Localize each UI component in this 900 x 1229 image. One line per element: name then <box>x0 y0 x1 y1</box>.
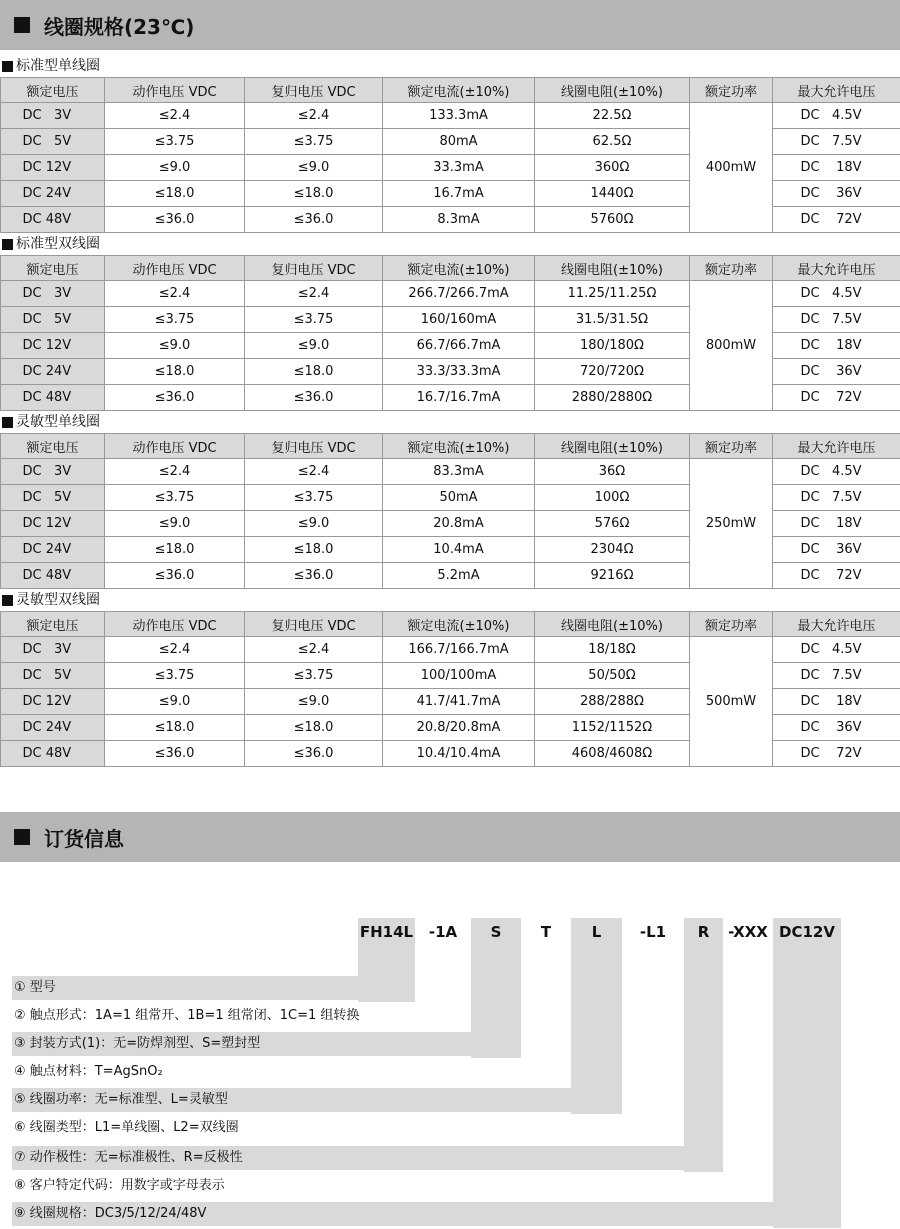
release-voltage: ≤18.0 <box>245 537 383 563</box>
rated-voltage: DC 3V <box>22 286 72 301</box>
release-voltage: ≤2.4 <box>245 281 383 307</box>
rated-voltage: DC 12V <box>22 160 72 175</box>
column-header: 复归电压 VDC <box>245 256 383 281</box>
max-voltage: DC 7.5V <box>800 490 862 505</box>
max-voltage-cell <box>773 307 900 333</box>
order-item-text: ⑥ 线圈类型：L1=单线圈、L2=双线圈 <box>14 1120 239 1135</box>
square-bullet-icon <box>14 829 30 845</box>
table-header-row <box>1 78 900 103</box>
column-header: 额定电流(±10%) <box>383 612 535 637</box>
rated-power: 500mW <box>690 637 773 767</box>
rated-power: 800mW <box>690 281 773 411</box>
coil-resistance: 5760Ω <box>535 207 690 233</box>
coil-resistance: 22.5Ω <box>535 103 690 129</box>
rated-voltage-cell <box>1 307 105 333</box>
rated-current: 80mA <box>383 129 535 155</box>
max-voltage-cell <box>773 181 900 207</box>
max-voltage-cell <box>773 537 900 563</box>
max-voltage-cell <box>773 715 900 741</box>
table-row <box>1 459 900 485</box>
max-voltage: DC 72V <box>800 746 862 761</box>
max-voltage-cell <box>773 281 900 307</box>
rated-voltage-cell <box>1 663 105 689</box>
rated-voltage-cell <box>1 485 105 511</box>
max-voltage-cell <box>773 485 900 511</box>
rated-voltage-cell <box>1 741 105 767</box>
coil-resistance: 18/18Ω <box>535 637 690 663</box>
section-label-text: 灵敏型单线圈 <box>16 414 100 430</box>
column-header: 额定电压 <box>1 612 105 637</box>
table-header-row <box>1 434 900 459</box>
operate-voltage: ≤18.0 <box>105 181 245 207</box>
rated-voltage: DC 5V <box>22 668 72 683</box>
operate-voltage: ≤9.0 <box>105 333 245 359</box>
section-label <box>0 589 900 611</box>
max-voltage: DC 18V <box>800 160 862 175</box>
column-header: 额定电流(±10%) <box>383 78 535 103</box>
column-header: 额定功率 <box>690 434 773 459</box>
rated-voltage-cell <box>1 511 105 537</box>
rated-current: 100/100mA <box>383 663 535 689</box>
section-label <box>0 55 900 77</box>
column-header: 动作电压 VDC <box>105 256 245 281</box>
order-code-segment <box>684 918 723 1172</box>
column-header: 线圈电阻(±10%) <box>535 434 690 459</box>
order-code-text: S <box>490 923 502 941</box>
release-voltage: ≤2.4 <box>245 637 383 663</box>
rated-voltage: DC 5V <box>22 490 72 505</box>
rated-current: 266.7/266.7mA <box>383 281 535 307</box>
column-header: 额定电流(±10%) <box>383 256 535 281</box>
max-voltage-cell <box>773 103 900 129</box>
rated-voltage-cell <box>1 459 105 485</box>
max-voltage: DC 36V <box>800 720 862 735</box>
rated-voltage: DC 5V <box>22 134 72 149</box>
max-voltage-cell <box>773 511 900 537</box>
coil-resistance: 720/720Ω <box>535 359 690 385</box>
max-voltage: DC 36V <box>800 364 862 379</box>
release-voltage: ≤36.0 <box>245 563 383 589</box>
operate-voltage: ≤36.0 <box>105 207 245 233</box>
release-voltage: ≤3.75 <box>245 307 383 333</box>
max-voltage: DC 7.5V <box>800 312 862 327</box>
release-voltage: ≤18.0 <box>245 715 383 741</box>
column-header: 复归电压 VDC <box>245 78 383 103</box>
ordering-diagram <box>0 900 900 1229</box>
rated-voltage: DC 24V <box>22 186 72 201</box>
max-voltage-cell <box>773 333 900 359</box>
column-header: 复归电压 VDC <box>245 434 383 459</box>
coil-resistance: 62.5Ω <box>535 129 690 155</box>
table-header-row <box>1 256 900 281</box>
max-voltage: DC 7.5V <box>800 134 862 149</box>
square-bullet-icon <box>2 239 13 250</box>
rated-current: 41.7/41.7mA <box>383 689 535 715</box>
order-item-row <box>12 1174 770 1198</box>
rated-current: 160/160mA <box>383 307 535 333</box>
spec-table <box>0 433 900 589</box>
order-item-row <box>12 1032 521 1056</box>
coil-resistance: 1440Ω <box>535 181 690 207</box>
rated-voltage: DC 48V <box>22 212 72 227</box>
release-voltage: ≤3.75 <box>245 663 383 689</box>
rated-voltage: DC 48V <box>22 568 72 583</box>
order-code-text: R <box>697 923 710 941</box>
order-code-text: -1A <box>428 923 458 941</box>
operate-voltage: ≤9.0 <box>105 511 245 537</box>
rated-current: 83.3mA <box>383 459 535 485</box>
rated-current: 66.7/66.7mA <box>383 333 535 359</box>
coil-resistance: 360Ω <box>535 155 690 181</box>
column-header: 动作电压 VDC <box>105 78 245 103</box>
order-item-text: ② 触点形式：1A=1 组常开、1B=1 组常闭、1C=1 组转换 <box>14 1008 360 1023</box>
order-item-row <box>12 1146 723 1170</box>
rated-current: 10.4mA <box>383 537 535 563</box>
coil-resistance: 11.25/11.25Ω <box>535 281 690 307</box>
rated-voltage-cell <box>1 155 105 181</box>
coil-resistance: 180/180Ω <box>535 333 690 359</box>
max-voltage: DC 72V <box>800 390 862 405</box>
column-header: 动作电压 VDC <box>105 434 245 459</box>
operate-voltage: ≤9.0 <box>105 689 245 715</box>
rated-voltage-cell <box>1 637 105 663</box>
square-bullet-icon <box>14 17 30 33</box>
max-voltage-cell <box>773 129 900 155</box>
column-header: 最大允许电压 <box>773 78 900 103</box>
operate-voltage: ≤18.0 <box>105 537 245 563</box>
rated-voltage: DC 24V <box>22 364 72 379</box>
rated-current: 20.8mA <box>383 511 535 537</box>
rated-current: 16.7/16.7mA <box>383 385 535 411</box>
rated-voltage: DC 3V <box>22 108 72 123</box>
release-voltage: ≤3.75 <box>245 485 383 511</box>
operate-voltage: ≤36.0 <box>105 563 245 589</box>
rated-voltage: DC 48V <box>22 390 72 405</box>
release-voltage: ≤9.0 <box>245 155 383 181</box>
rated-current: 10.4/10.4mA <box>383 741 535 767</box>
order-code-segment <box>773 918 841 1228</box>
section-label-text: 标准型单线圈 <box>16 58 100 74</box>
rated-current: 33.3mA <box>383 155 535 181</box>
column-header: 线圈电阻(±10%) <box>535 256 690 281</box>
max-voltage-cell <box>773 359 900 385</box>
rated-voltage-cell <box>1 563 105 589</box>
rated-voltage-cell <box>1 689 105 715</box>
max-voltage: DC 4.5V <box>800 642 862 657</box>
coil-resistance: 2880/2880Ω <box>535 385 690 411</box>
operate-voltage: ≤3.75 <box>105 663 245 689</box>
max-voltage: DC 4.5V <box>800 286 862 301</box>
release-voltage: ≤36.0 <box>245 741 383 767</box>
operate-voltage: ≤2.4 <box>105 637 245 663</box>
max-voltage: DC 72V <box>800 212 862 227</box>
max-voltage: DC 4.5V <box>800 108 862 123</box>
order-item-text: ⑧ 客户特定代码：用数字或字母表示 <box>14 1178 225 1193</box>
order-item-row <box>12 1004 468 1028</box>
order-code-segment <box>571 918 622 1114</box>
section-label-text: 标准型双线圈 <box>16 236 100 252</box>
rated-power: 400mW <box>690 103 773 233</box>
column-header: 线圈电阻(±10%) <box>535 78 690 103</box>
rated-power: 250mW <box>690 459 773 589</box>
column-header: 最大允许电压 <box>773 256 900 281</box>
square-bullet-icon <box>2 595 13 606</box>
coil-resistance: 9216Ω <box>535 563 690 589</box>
max-voltage-cell <box>773 155 900 181</box>
column-header: 额定功率 <box>690 256 773 281</box>
order-code-text: -L1 <box>639 923 667 941</box>
order-item-text: ① 型号 <box>14 980 56 995</box>
column-header: 额定电压 <box>1 434 105 459</box>
rated-voltage-cell <box>1 385 105 411</box>
rated-voltage-cell <box>1 281 105 307</box>
operate-voltage: ≤3.75 <box>105 129 245 155</box>
coil-resistance: 100Ω <box>535 485 690 511</box>
operate-voltage: ≤18.0 <box>105 359 245 385</box>
column-header: 额定电压 <box>1 78 105 103</box>
max-voltage: DC 4.5V <box>800 464 862 479</box>
table-row <box>1 103 900 129</box>
order-code-segment <box>726 918 770 1200</box>
rated-current: 33.3/33.3mA <box>383 359 535 385</box>
column-header: 额定功率 <box>690 78 773 103</box>
coil-resistance: 576Ω <box>535 511 690 537</box>
order-code-text: DC12V <box>779 923 835 941</box>
column-header: 最大允许电压 <box>773 612 900 637</box>
coil-resistance: 36Ω <box>535 459 690 485</box>
coil-resistance: 50/50Ω <box>535 663 690 689</box>
max-voltage: DC 18V <box>800 338 862 353</box>
order-item-row <box>12 1116 681 1140</box>
max-voltage-cell <box>773 689 900 715</box>
release-voltage: ≤36.0 <box>245 385 383 411</box>
operate-voltage: ≤2.4 <box>105 281 245 307</box>
coil-spec-title: 线圈规格(23℃) <box>44 14 195 39</box>
rated-voltage-cell <box>1 207 105 233</box>
release-voltage: ≤9.0 <box>245 689 383 715</box>
release-voltage: ≤9.0 <box>245 511 383 537</box>
operate-voltage: ≤2.4 <box>105 103 245 129</box>
rated-current: 133.3mA <box>383 103 535 129</box>
order-item-row <box>12 1088 622 1112</box>
column-header: 额定电流(±10%) <box>383 434 535 459</box>
rated-current: 166.7/166.7mA <box>383 637 535 663</box>
order-code-segment <box>625 918 681 1142</box>
max-voltage-cell <box>773 741 900 767</box>
coil-resistance: 31.5/31.5Ω <box>535 307 690 333</box>
max-voltage: DC 7.5V <box>800 668 862 683</box>
rated-voltage: DC 3V <box>22 464 72 479</box>
order-item-text: ④ 触点材料：T=AgSnO₂ <box>14 1064 163 1079</box>
release-voltage: ≤3.75 <box>245 129 383 155</box>
order-item-text: ⑦ 动作极性：无=标准极性、R=反极性 <box>14 1150 243 1165</box>
rated-voltage: DC 12V <box>22 516 72 531</box>
max-voltage-cell <box>773 207 900 233</box>
max-voltage-cell <box>773 663 900 689</box>
operate-voltage: ≤9.0 <box>105 155 245 181</box>
max-voltage-cell <box>773 459 900 485</box>
order-code-text: T <box>540 923 552 941</box>
order-item-text: ③ 封装方式(1)：无=防焊剂型、S=塑封型 <box>14 1036 261 1051</box>
order-item-row <box>12 1060 568 1084</box>
rated-voltage: DC 48V <box>22 746 72 761</box>
max-voltage: DC 36V <box>800 186 862 201</box>
order-item-row <box>12 1202 841 1226</box>
rated-voltage-cell <box>1 715 105 741</box>
column-header: 动作电压 VDC <box>105 612 245 637</box>
rated-voltage: DC 24V <box>22 542 72 557</box>
section-label <box>0 233 900 255</box>
rated-voltage-cell <box>1 333 105 359</box>
release-voltage: ≤9.0 <box>245 333 383 359</box>
order-item-text: ⑤ 线圈功率：无=标准型、L=灵敏型 <box>14 1092 228 1107</box>
max-voltage: DC 72V <box>800 568 862 583</box>
order-code-text: -XXX <box>728 923 768 941</box>
coil-resistance: 2304Ω <box>535 537 690 563</box>
order-item-text: ⑨ 线圈规格：DC3/5/12/24/48V <box>14 1206 207 1221</box>
max-voltage: DC 18V <box>800 516 862 531</box>
column-header: 线圈电阻(±10%) <box>535 612 690 637</box>
operate-voltage: ≤3.75 <box>105 307 245 333</box>
rated-voltage: DC 5V <box>22 312 72 327</box>
rated-voltage-cell <box>1 537 105 563</box>
spec-table <box>0 255 900 411</box>
rated-current: 8.3mA <box>383 207 535 233</box>
column-header: 额定电压 <box>1 256 105 281</box>
rated-voltage: DC 12V <box>22 694 72 709</box>
coil-resistance: 288/288Ω <box>535 689 690 715</box>
release-voltage: ≤2.4 <box>245 459 383 485</box>
square-bullet-icon <box>2 417 13 428</box>
rated-voltage: DC 12V <box>22 338 72 353</box>
operate-voltage: ≤36.0 <box>105 741 245 767</box>
operate-voltage: ≤3.75 <box>105 485 245 511</box>
release-voltage: ≤36.0 <box>245 207 383 233</box>
column-header: 复归电压 VDC <box>245 612 383 637</box>
max-voltage: DC 18V <box>800 694 862 709</box>
rated-voltage-cell <box>1 129 105 155</box>
column-header: 额定功率 <box>690 612 773 637</box>
max-voltage: DC 36V <box>800 542 862 557</box>
rated-current: 16.7mA <box>383 181 535 207</box>
rated-current: 5.2mA <box>383 563 535 589</box>
max-voltage-cell <box>773 385 900 411</box>
coil-spec-header <box>0 0 900 50</box>
operate-voltage: ≤36.0 <box>105 385 245 411</box>
rated-voltage: DC 3V <box>22 642 72 657</box>
spec-table <box>0 611 900 767</box>
rated-current: 50mA <box>383 485 535 511</box>
rated-voltage-cell <box>1 103 105 129</box>
order-code-text: FH14L <box>359 923 414 941</box>
release-voltage: ≤2.4 <box>245 103 383 129</box>
operate-voltage: ≤18.0 <box>105 715 245 741</box>
section-label <box>0 411 900 433</box>
rated-voltage-cell <box>1 181 105 207</box>
coil-resistance: 1152/1152Ω <box>535 715 690 741</box>
table-row <box>1 637 900 663</box>
coil-resistance: 4608/4608Ω <box>535 741 690 767</box>
operate-voltage: ≤2.4 <box>105 459 245 485</box>
rated-current: 20.8/20.8mA <box>383 715 535 741</box>
ordering-title: 订货信息 <box>44 826 124 851</box>
rated-voltage: DC 24V <box>22 720 72 735</box>
release-voltage: ≤18.0 <box>245 359 383 385</box>
spec-table <box>0 77 900 233</box>
max-voltage-cell <box>773 637 900 663</box>
ordering-header <box>0 812 900 862</box>
table-row <box>1 281 900 307</box>
max-voltage-cell <box>773 563 900 589</box>
table-header-row <box>1 612 900 637</box>
order-code-text: L <box>591 923 602 941</box>
square-bullet-icon <box>2 61 13 72</box>
section-label-text: 灵敏型双线圈 <box>16 592 100 608</box>
rated-voltage-cell <box>1 359 105 385</box>
coil-spec-tables <box>0 55 900 767</box>
column-header: 最大允许电压 <box>773 434 900 459</box>
order-item-row <box>12 976 415 1000</box>
release-voltage: ≤18.0 <box>245 181 383 207</box>
